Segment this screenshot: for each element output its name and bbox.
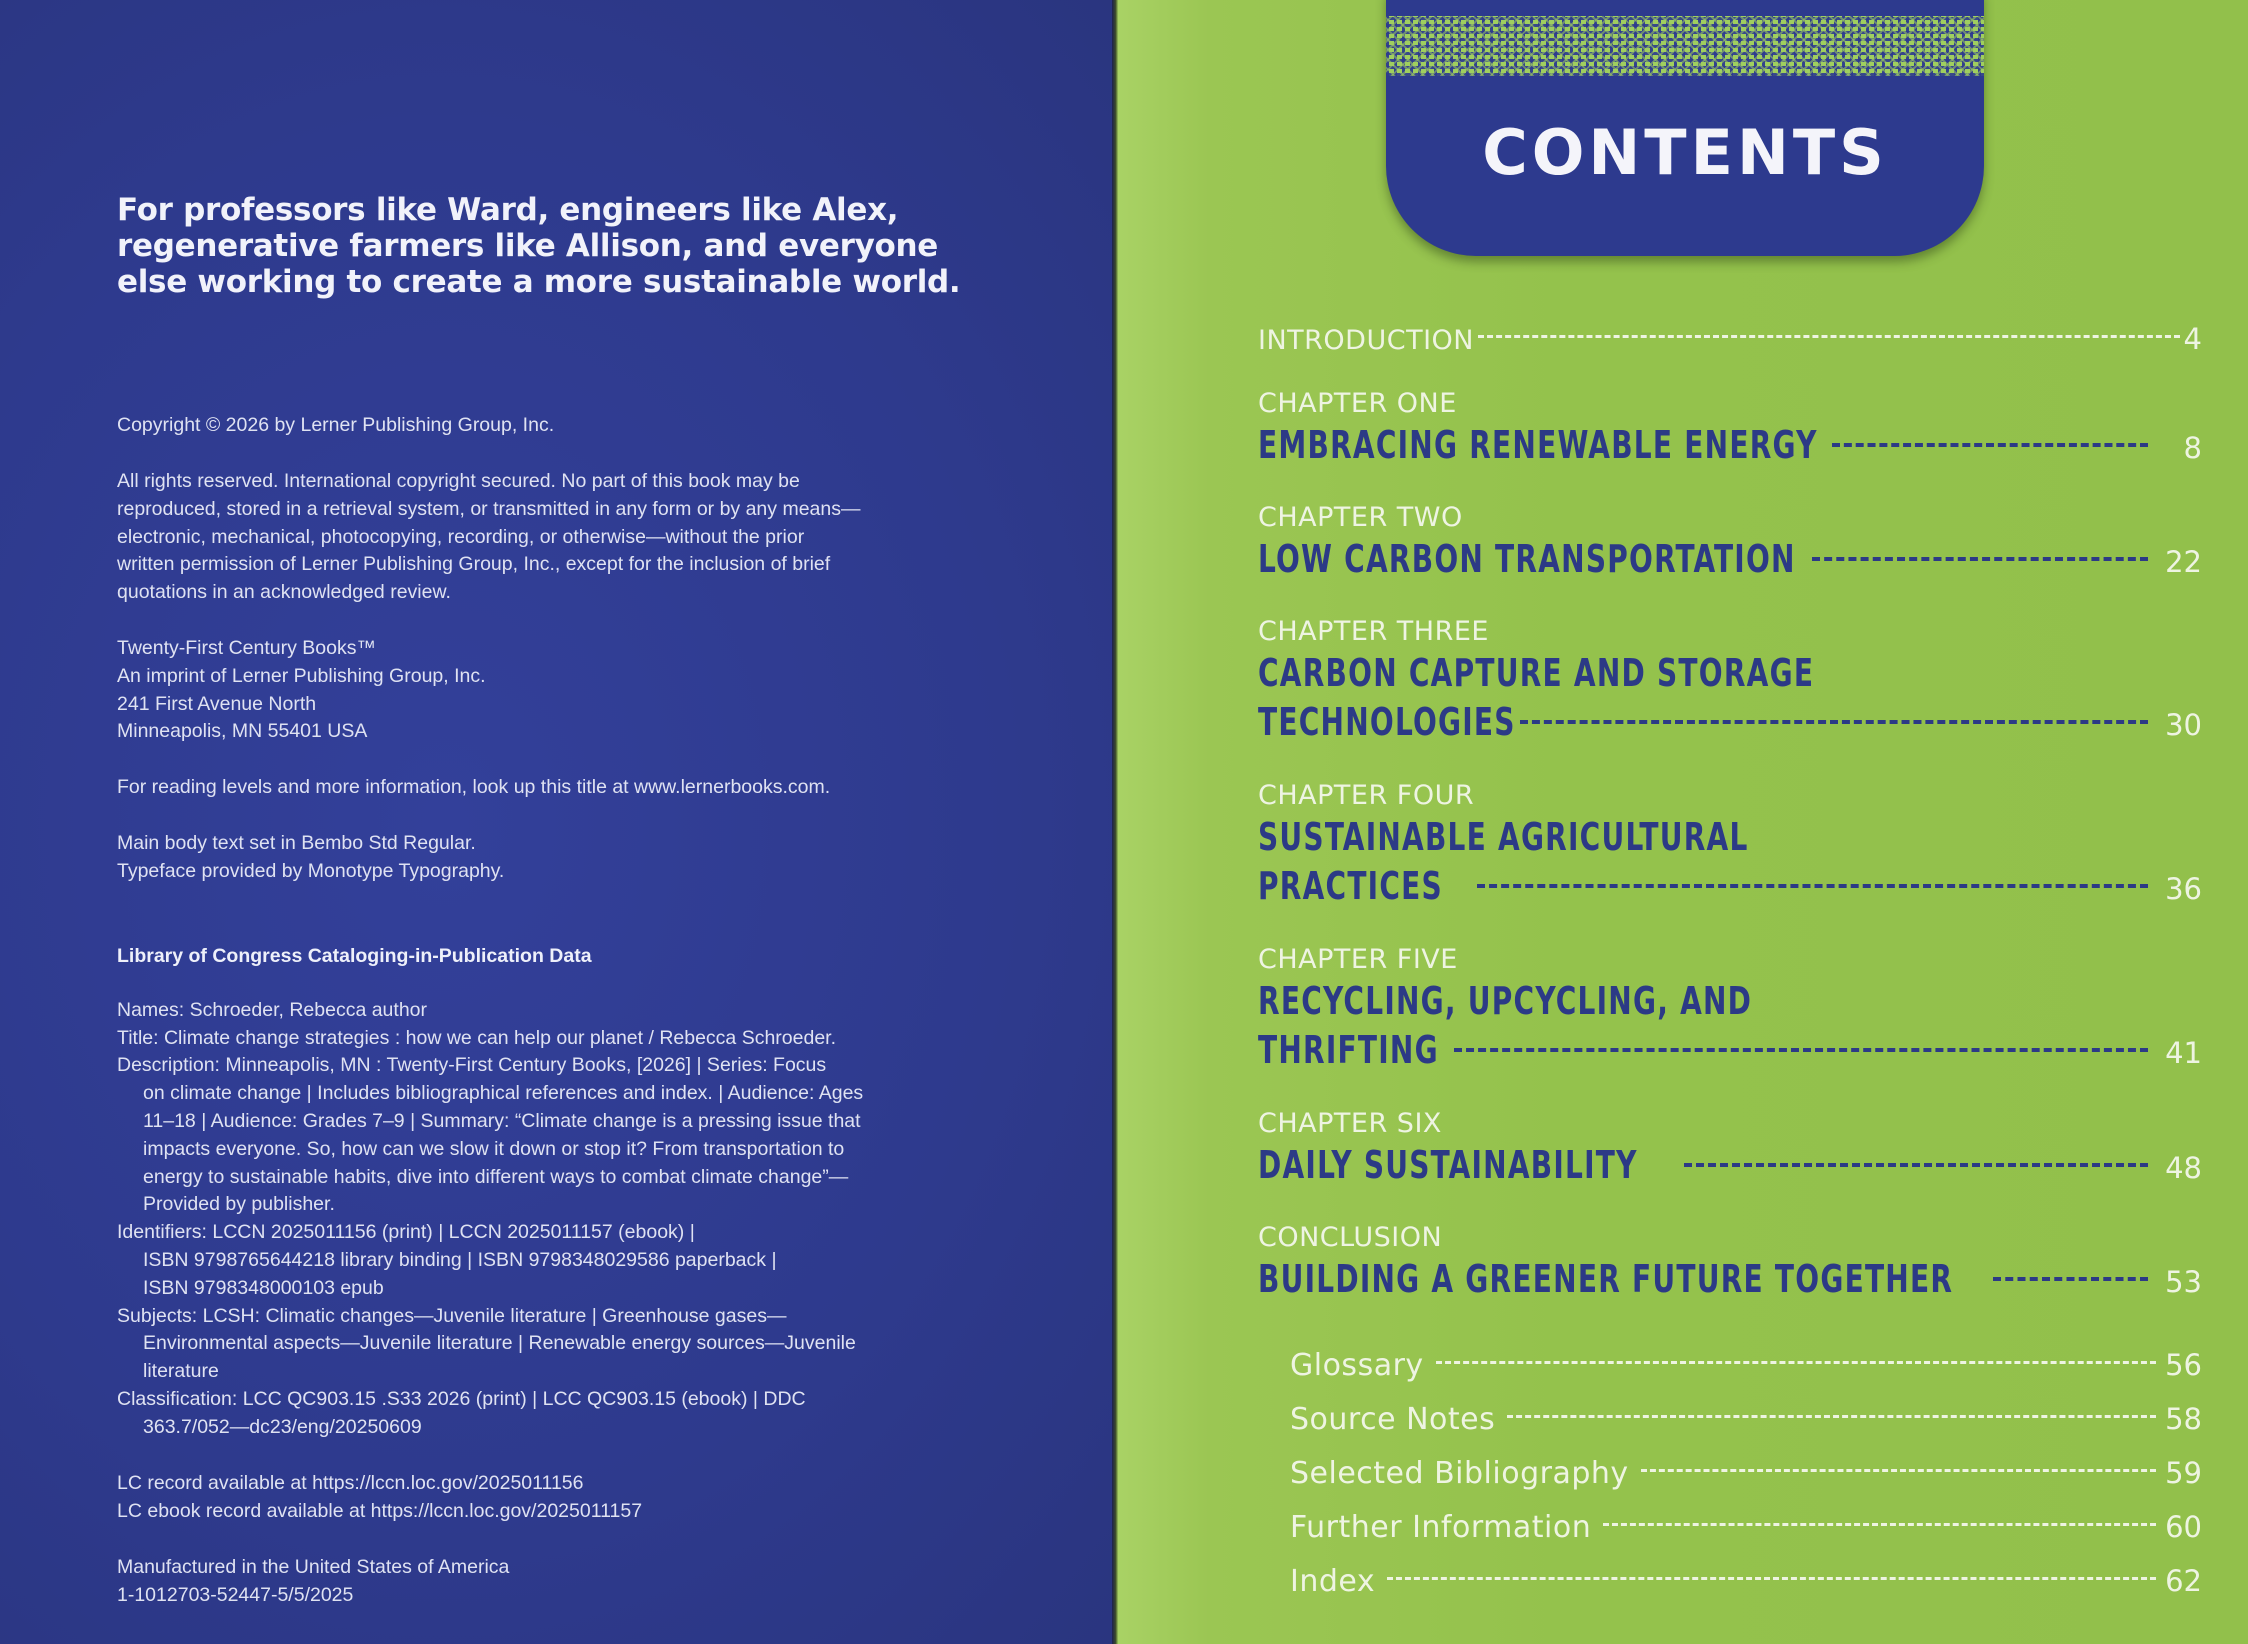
toc-introduction[interactable] <box>1258 322 2202 356</box>
chapter-number: CONCLUSION <box>1258 1222 1443 1253</box>
manufacturing-info <box>117 1554 997 1610</box>
page-number: 4 <box>2183 322 2202 356</box>
cip-heading: Library of Congress Cataloging-in-Publication Data <box>117 945 592 967</box>
contents-header-tab <box>1386 0 1984 256</box>
chapter-title: THRIFTING <box>1258 1028 1439 1072</box>
page-number: 22 <box>2165 545 2202 579</box>
page-number: 60 <box>2165 1510 2202 1544</box>
page-number: 30 <box>2165 708 2202 742</box>
chapter-title: LOW CARBON TRANSPORTATION <box>1258 537 1796 581</box>
cip-line: ISBN 9798348000103 epub <box>143 1276 384 1299</box>
reading-levels-note <box>117 774 997 802</box>
page-number: 58 <box>2165 1402 2202 1436</box>
chapter-title: DAILY SUSTAINABILITY <box>1258 1143 1638 1187</box>
toc-chapter-three-line1[interactable] <box>1258 648 2202 698</box>
page-number: 48 <box>2165 1151 2202 1185</box>
page-number: 8 <box>2183 431 2202 465</box>
dashed-leader <box>1520 720 2148 724</box>
copyright-page <box>0 0 1112 1644</box>
toc-conclusion[interactable] <box>1258 1254 2202 1304</box>
rights-line: electronic, mechanical, photocopying, recording, or otherwise—without the prior <box>117 525 805 548</box>
chapter-title: TECHNOLOGIES <box>1258 700 1516 744</box>
publisher-address <box>117 635 997 746</box>
chapter-number: CHAPTER SIX <box>1258 1108 1442 1139</box>
page-number: 56 <box>2165 1348 2202 1382</box>
rights-statement <box>117 468 997 607</box>
manufactured-line: Manufactured in the United States of America <box>117 1556 510 1578</box>
copyright-line: Copyright © 2026 by Lerner Publishing Group, Inc. <box>117 414 555 436</box>
toc-further-information[interactable] <box>1290 1510 2202 1545</box>
dashed-leader <box>1993 1277 2148 1281</box>
cip-line: impacts everyone. So, how can we slow it down or stop it? From transportation to <box>143 1137 845 1160</box>
dedication: For professors like Ward, engineers like Alex, regenerative farmers like Allison, and everyone else working to create a more sustainable world. <box>117 192 961 300</box>
rights-line: reproduced, stored in a retrieval system, or transmitted in any form or by any means— <box>117 497 861 520</box>
dashed-leader <box>1641 1469 2156 1472</box>
lc-records <box>117 1470 997 1526</box>
print-code: 1-1012703-52447-5/5/2025 <box>117 1583 354 1606</box>
reading-levels-line: For reading levels and more information, look up this title at www.lernerbooks.com. <box>117 776 831 798</box>
page-number: 41 <box>2165 1036 2202 1070</box>
cip-line: Identifiers: LCCN 2025011156 (print) | LCCN 2025011157 (ebook) | <box>117 1221 695 1244</box>
toc-source-notes[interactable] <box>1290 1402 2202 1437</box>
contents-title: CONTENTS <box>1482 116 1888 189</box>
dashed-leader <box>1477 884 2148 888</box>
toc-selected-bibliography[interactable] <box>1290 1456 2202 1491</box>
dashed-leader <box>1684 1163 2148 1167</box>
cip-line: 363.7/052—dc23/eng/20250609 <box>143 1415 422 1438</box>
toc-chapter-two[interactable] <box>1258 534 2202 584</box>
toc-index[interactable] <box>1290 1564 2202 1599</box>
chapter-number: CHAPTER FOUR <box>1258 780 1475 811</box>
dashed-leader <box>1603 1523 2156 1526</box>
chapter-number: CHAPTER THREE <box>1258 616 1489 647</box>
toc-label: Further Information <box>1290 1510 1592 1545</box>
dashed-leader <box>1387 1577 2156 1580</box>
page-number: 62 <box>2165 1564 2202 1598</box>
decorative-pattern-band <box>1386 16 1984 76</box>
dashed-leader <box>1454 1048 2148 1052</box>
toc-label: Selected Bibliography <box>1290 1456 1629 1491</box>
toc-chapter-four[interactable] <box>1258 861 2202 911</box>
page-number: 59 <box>2165 1456 2202 1490</box>
cip-line: Environmental aspects—Juvenile literature | Renewable energy sources—Juvenile <box>143 1332 856 1355</box>
chapter-title: EMBRACING RENEWABLE ENERGY <box>1258 423 1818 467</box>
lc-record-link: LC ebook record available at https://lccn.loc.gov/2025011157 <box>117 1499 643 1522</box>
cip-data <box>117 943 997 1442</box>
contents-page <box>1118 0 2248 1644</box>
cip-line: Subjects: LCSH: Climatic changes—Juvenile literature | Greenhouse gases— <box>117 1304 787 1327</box>
cip-line: energy to sustainable habits, dive into different ways to combat climate change”— <box>143 1165 849 1188</box>
dashed-leader <box>1812 557 2148 561</box>
toc-label: Index <box>1290 1564 1376 1599</box>
cip-line: on climate change | Includes bibliographical references and index. | Audience: Ages <box>143 1082 864 1105</box>
chapter-title: SUSTAINABLE AGRICULTURAL <box>1258 815 1749 859</box>
publisher-line: Minneapolis, MN 55401 USA <box>117 720 368 743</box>
publisher-line: 241 First Avenue North <box>117 692 317 715</box>
typeface-note <box>117 830 997 886</box>
rights-line: All rights reserved. International copyright secured. No part of this book may be <box>117 470 800 492</box>
toc-label: INTRODUCTION <box>1258 325 1474 356</box>
dashed-leader <box>1832 443 2148 447</box>
dashed-leader <box>1507 1415 2156 1418</box>
chapter-number: CHAPTER ONE <box>1258 388 1457 419</box>
cip-line: Classification: LCC QC903.15 .S33 2026 (print) | LCC QC903.15 (ebook) | DDC <box>117 1387 806 1410</box>
toc-glossary[interactable] <box>1290 1348 2202 1383</box>
chapter-title: BUILDING A GREENER FUTURE TOGETHER <box>1258 1257 1954 1301</box>
toc-chapter-six[interactable] <box>1258 1140 2202 1190</box>
cip-line: 11–18 | Audience: Grades 7–9 | Summary: “Climate change is a pressing issue that <box>143 1109 861 1132</box>
page-number: 36 <box>2165 872 2202 906</box>
toc-chapter-three[interactable] <box>1258 697 2202 747</box>
typeface-line: Main body text set in Bembo Std Regular. <box>117 832 476 854</box>
page-number: 53 <box>2165 1265 2202 1299</box>
chapter-number: CHAPTER TWO <box>1258 502 1463 533</box>
chapter-number: CHAPTER FIVE <box>1258 944 1458 975</box>
rights-line: written permission of Lerner Publishing Group, Inc., except for the inclusion of brief <box>117 553 831 576</box>
lc-record-link: LC record available at https://lccn.loc.gov/2025011156 <box>117 1472 584 1494</box>
dashed-leader <box>1436 1361 2156 1364</box>
copyright-notice <box>117 412 997 440</box>
typeface-line: Typeface provided by Monotype Typography. <box>117 859 505 882</box>
cip-line: Title: Climate change strategies : how we can help our planet / Rebecca Schroeder. <box>117 1026 837 1049</box>
cip-line: literature <box>143 1360 219 1383</box>
toc-chapter-five-line1[interactable] <box>1258 976 2202 1026</box>
dotted-leader <box>1478 335 2180 338</box>
toc-chapter-one[interactable] <box>1258 420 2202 470</box>
cip-line: Names: Schroeder, Rebecca author <box>117 998 428 1021</box>
chapter-title: PRACTICES <box>1258 864 1443 908</box>
chapter-title: RECYCLING, UPCYCLING, AND <box>1258 979 1753 1023</box>
rights-line: quotations in an acknowledged review. <box>117 581 451 604</box>
publisher-line: Twenty-First Century Books™ <box>117 637 376 659</box>
cip-line: Description: Minneapolis, MN : Twenty-First Century Books, [2026] | Series: Focus <box>117 1054 827 1077</box>
toc-label: Glossary <box>1290 1348 1424 1383</box>
cip-line: ISBN 9798765644218 library binding | ISBN 9798348029586 paperback | <box>143 1248 777 1271</box>
publisher-line: An imprint of Lerner Publishing Group, Inc. <box>117 664 486 687</box>
toc-chapter-four-line1[interactable] <box>1258 812 2202 862</box>
toc-chapter-five[interactable] <box>1258 1025 2202 1075</box>
chapter-title: CARBON CAPTURE AND STORAGE <box>1258 651 1815 695</box>
cip-line: Provided by publisher. <box>143 1193 335 1216</box>
toc-label: Source Notes <box>1290 1402 1496 1437</box>
